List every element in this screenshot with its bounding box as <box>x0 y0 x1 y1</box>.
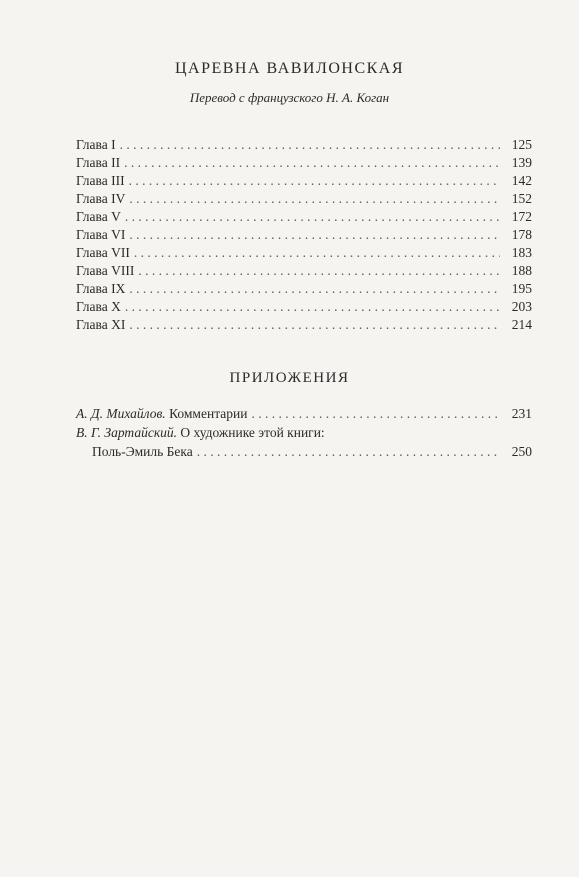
toc-entry[interactable] <box>76 208 532 226</box>
page-number: 178 <box>511 227 532 242</box>
dot-leader <box>129 172 500 190</box>
dot-leader <box>129 190 500 208</box>
toc-entry[interactable] <box>76 172 532 190</box>
translator-credit: Перевод с французского Н. А. Коган <box>189 90 390 105</box>
chapter-list <box>76 136 532 334</box>
dot-leader <box>129 226 500 244</box>
toc-entry[interactable] <box>76 226 532 244</box>
toc-entry[interactable] <box>76 280 532 298</box>
section-title: ЦАРЕВНА ВАВИЛОНСКАЯ <box>174 60 405 77</box>
chapter-label: Глава VI <box>76 227 126 242</box>
dot-leader <box>129 280 500 298</box>
appendix-list <box>76 404 532 461</box>
chapter-label: Глава X <box>76 299 121 314</box>
page-number: 231 <box>511 406 532 421</box>
dot-leader <box>197 442 500 461</box>
toc-entry-first-line[interactable] <box>76 423 532 442</box>
author-name: А. Д. Михайлов. <box>76 406 166 421</box>
author-name: В. Г. Зартайский. <box>76 425 178 440</box>
page-number: 142 <box>511 173 532 188</box>
page-number: 250 <box>511 444 532 459</box>
entry-title: О художнике этой книги: <box>177 425 325 440</box>
dot-leader <box>124 154 500 172</box>
entry-label <box>76 404 247 423</box>
toc-entry[interactable] <box>76 244 532 262</box>
dot-leader <box>120 136 500 154</box>
page-number: 172 <box>511 209 532 224</box>
chapter-label: Глава II <box>76 155 121 170</box>
dot-leader <box>125 298 500 316</box>
appendix-heading: ПРИЛОЖЕНИЯ <box>229 370 350 386</box>
chapter-label: Глава IX <box>76 281 126 296</box>
chapter-label: Глава IV <box>76 191 126 206</box>
page-number: 152 <box>511 191 532 206</box>
chapter-label: Глава VII <box>76 245 130 260</box>
chapter-label: Глава I <box>76 137 116 152</box>
page-number: 139 <box>511 155 532 170</box>
chapter-label: Глава III <box>76 173 125 188</box>
chapter-label: Глава XI <box>76 317 126 332</box>
toc-entry[interactable] <box>76 154 532 172</box>
toc-entry[interactable] <box>76 298 532 316</box>
toc-entry-continuation[interactable] <box>76 442 532 461</box>
page-number: 203 <box>511 299 532 314</box>
page-number: 183 <box>511 245 532 260</box>
page-number: 188 <box>511 263 532 278</box>
toc-entry[interactable] <box>76 316 532 334</box>
chapter-label: Глава V <box>76 209 121 224</box>
toc-entry[interactable] <box>76 262 532 280</box>
dot-leader <box>138 262 500 280</box>
page-number: 125 <box>511 137 532 152</box>
toc-entry[interactable] <box>76 404 532 423</box>
page-number: 214 <box>511 317 532 332</box>
dot-leader <box>251 404 500 423</box>
dot-leader <box>134 244 500 262</box>
toc-entry[interactable] <box>76 136 532 154</box>
dot-leader <box>125 208 500 226</box>
chapter-label: Глава VIII <box>76 263 135 278</box>
entry-title-continuation: Поль-Эмиль Бека <box>92 444 193 459</box>
page-number: 195 <box>511 281 532 296</box>
entry-title: Комментарии <box>165 406 248 421</box>
dot-leader <box>129 316 500 334</box>
toc-entry[interactable] <box>76 190 532 208</box>
